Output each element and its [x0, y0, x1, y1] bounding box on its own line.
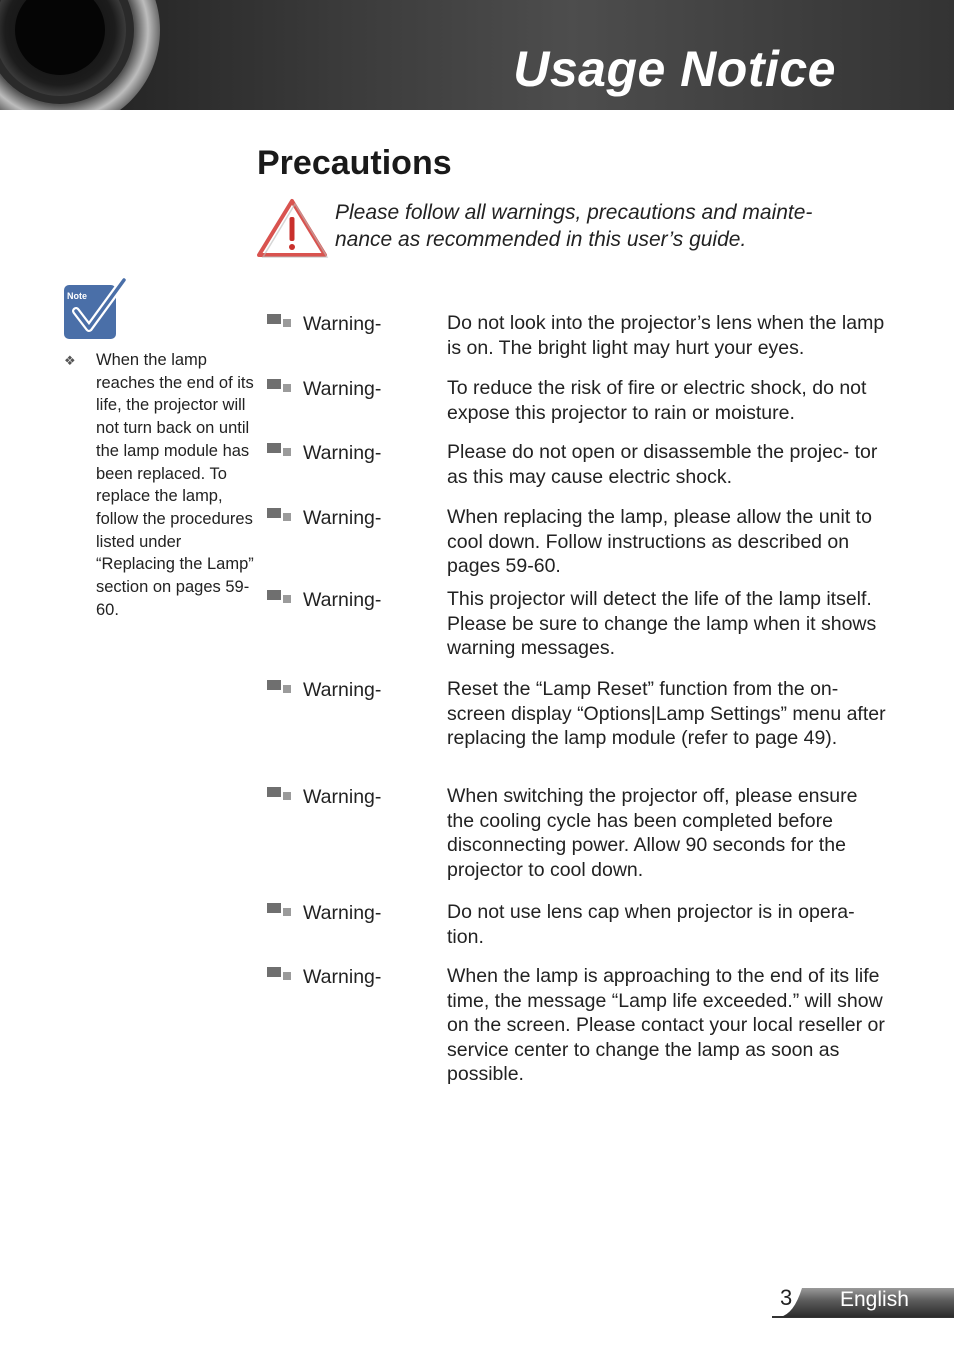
page-number: 3 — [780, 1285, 793, 1310]
warning-label: Warning- — [303, 786, 382, 808]
warning-label: Warning- — [303, 902, 382, 924]
page-header — [0, 0, 954, 110]
bullet-square-icon — [267, 314, 281, 324]
warning-text: To reduce the risk of fire or electric shock, do not expose this projector to rain or moisture. — [447, 377, 867, 424]
bullet-square-icon — [267, 590, 281, 600]
warning-label: Warning- — [303, 507, 382, 529]
side-note-text: When the lamp reaches the end of its life, the projector will not turn back on until the lamp module has been replaced. To replace the lamp, follow the procedures listed under “Replacing the Lamp” section on pages 59-60. — [96, 351, 254, 619]
bullet-square-small-icon — [283, 792, 291, 800]
bullet-square-small-icon — [283, 384, 291, 392]
bullet-square-icon — [267, 379, 281, 389]
bullet-square-small-icon — [283, 908, 291, 916]
note-icon — [62, 278, 128, 347]
footer-language: English — [840, 1288, 909, 1311]
warning-text: When replacing the lamp, please allow the unit to cool down. Follow instructions as described on pages 59-60. — [447, 506, 872, 577]
warning-label: Warning- — [303, 966, 382, 988]
bullet-square-icon — [267, 903, 281, 913]
bullet-square-small-icon — [283, 595, 291, 603]
note-icon-label: Note — [67, 291, 87, 301]
diamond-bullet-icon: ❖ — [64, 353, 76, 368]
warning-label: Warning- — [303, 313, 382, 335]
bullet-square-small-icon — [283, 319, 291, 327]
warning-text: When the lamp is approaching to the end of its life time, the message “Lamp life exceeded.” will show on the screen. Please contact your local reseller or service center to change the lamp as soon as possible. — [447, 965, 885, 1085]
side-note — [64, 349, 254, 621]
warning-label: Warning- — [303, 442, 382, 464]
warning-triangle-icon — [255, 197, 329, 259]
bullet-square-icon — [267, 787, 281, 797]
page-title: Usage Notice — [513, 41, 836, 97]
bullet-square-icon — [267, 680, 281, 690]
bullet-square-small-icon — [283, 448, 291, 456]
bullet-square-small-icon — [283, 972, 291, 980]
bullet-square-icon — [267, 508, 281, 518]
warning-label: Warning- — [303, 679, 382, 701]
warning-label: Warning- — [303, 378, 382, 400]
warning-text: Do not use lens cap when projector is in opera- tion. — [447, 901, 855, 948]
warning-text: Reset the “Lamp Reset” function from the on- screen display “Options|Lamp Settings” menu after replacing the lamp module (refer to page 49). — [447, 678, 886, 749]
warning-text: This projector will detect the life of the lamp itself. Please be sure to change the lamp when it shows warning messages. — [447, 588, 877, 659]
warning-text: Do not look into the projector’s lens when the lamp is on. The bright light may hurt your eyes. — [447, 312, 885, 359]
warning-text: Please do not open or disassemble the projec- tor as this may cause electric shock. — [447, 441, 878, 488]
projector-lens-icon — [0, 0, 160, 110]
intro-text: Please follow all warnings, precautions and mainte- nance as recommended in this user’s guide. — [335, 201, 813, 251]
section-title: Precautions — [257, 144, 452, 182]
warning-text: When switching the projector off, please ensure the cooling cycle has been completed before disconnecting power. Allow 90 seconds for the projector to cool down. — [447, 785, 858, 881]
bullet-square-small-icon — [283, 513, 291, 521]
warning-label: Warning- — [303, 589, 382, 611]
bullet-square-icon — [267, 967, 281, 977]
bullet-square-small-icon — [283, 685, 291, 693]
bullet-square-icon — [267, 443, 281, 453]
